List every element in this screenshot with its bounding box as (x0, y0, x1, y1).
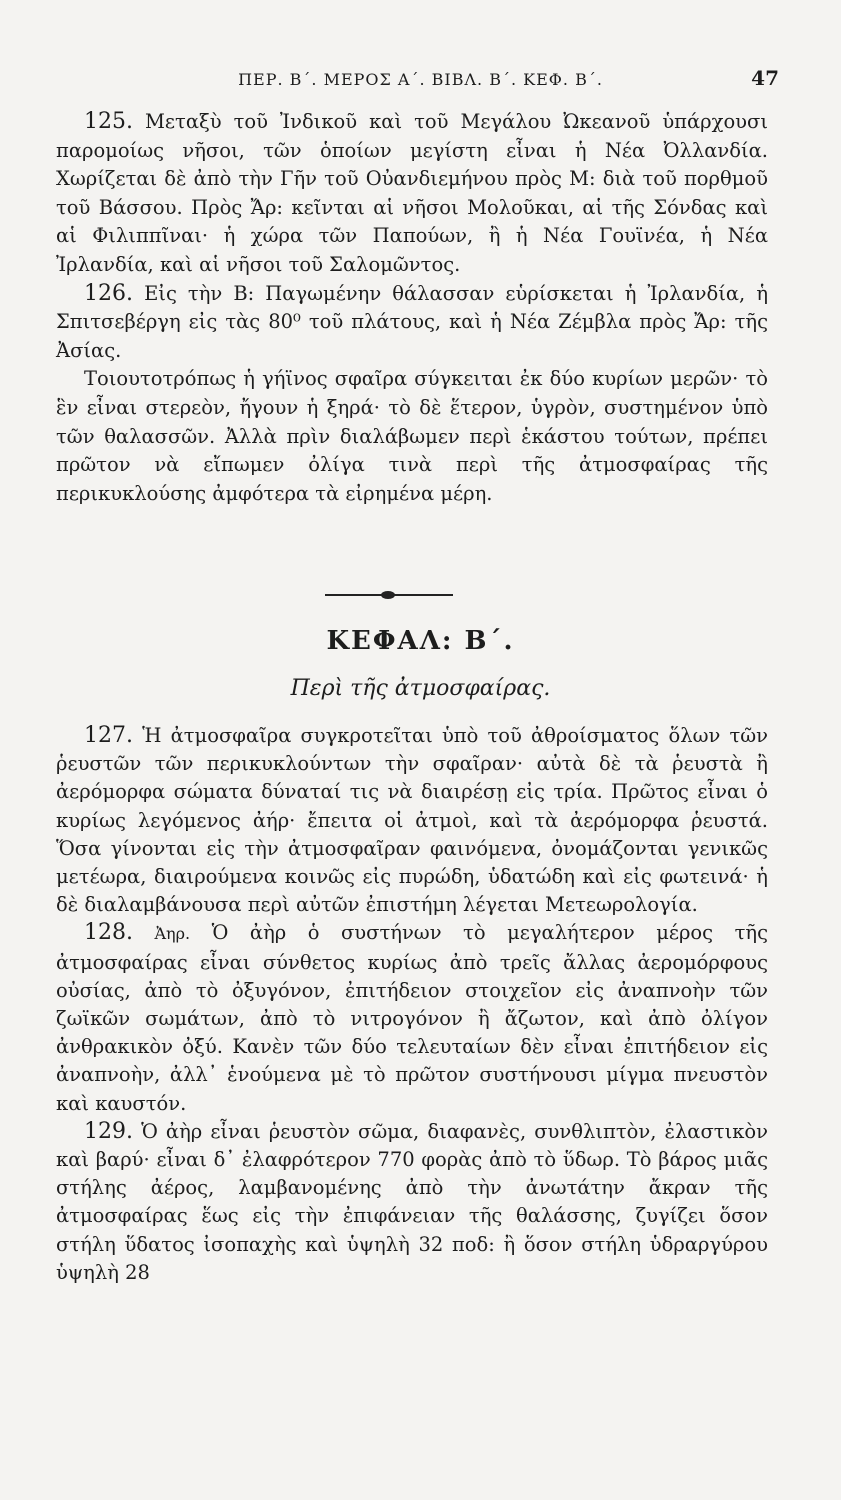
paragraph-127 (56, 722, 768, 919)
paragraph-text: Μεταξὺ τοῦ Ἰνδικοῦ καὶ τοῦ Μεγάλου Ὠκεανοῦ ὑπάρχουσι παρομοίως νῆσοι, τῶν ὁποίων μεγίστη εἶναι ἡ Νέα Ὀλλανδία. Χωρίζεται δὲ ἀπὸ τὴν Γῆν τοῦ Οὐανδιεμήνου πρὸς Μ: διὰ τοῦ πορθμοῦ τοῦ Βάσσου. Πρὸς Ἄρ: κεῖνται αἱ νῆσοι Μολοῦκαι, αἱ τῆς Σόνδας καὶ αἱ Φιλιππῖναι· ἡ χώρα τῶν Παπούων, ἢ ἡ Νέα Γουϊνέα, ἡ Νέα Ἰρλανδία, καὶ αἱ νῆσοι τοῦ Σαλομῶντος. (56, 110, 768, 276)
paragraph-text: Ὁ ἀὴρ εἶναι ῥευστὸν σῶμα, διαφανὲς, συνθλιπτὸν, ἐλαστικὸν καὶ βαρύ· εἶναι δ᾽ ἐλαφρότερον 770 φορὰς ἀπὸ τὸ ὕδωρ. Τὸ βάρος μιᾶς στήλης ἀέρος, λαμβανομένης ἀπὸ τὴν ἀνωτάτην ἄκραν τῆς ἀτμοσφαίρας ἕως εἰς τὴν ἐπιφάνειαν τῆς θαλάσσης, ζυγίζει ὅσον στήλη ὕδατος ἰσοπαχὴς καὶ ὑψηλὴ 32 ποδ: ἢ ὅσον στήλη ὑδραργύρου ὑψηλὴ 28 (56, 1119, 768, 1284)
paragraph-129 (56, 1118, 768, 1287)
paragraph-125 (56, 108, 768, 280)
chapter-title: ΚΕΦΑΛ: Β΄. (326, 626, 515, 656)
chapter-subtitle: Περὶ τῆς ἀτμοσφαίρας. (290, 676, 551, 701)
paragraph-summary: Τοιουτοτρόπως ἡ γήϊνος σφαῖρα σύγκειται ἐκ δύο κυρίων μερῶν· τὸ ἓν εἶναι στερεὸν, ἤγουν ἡ ξηρά· τὸ δὲ ἕτερον, ὑγρὸν, συστημένον ὑπὸ τῶν θαλασσῶν. Ἀλλὰ πρὶν διαλάβωμεν περὶ ἑκάστου τούτων, πρέπει πρῶτον νὰ εἴπωμεν ὀλίγα τινὰ περὶ τῆς ἀτμοσφαίρας τῆς περικυκλούσης ἀμφότερα τὰ εἰρημένα μέρη. (56, 367, 768, 505)
paragraph-heading: Ἀηρ. (154, 924, 191, 944)
running-head: ΠΕΡ. Β΄. ΜΕΡΟΣ Α΄. ΒΙΒΛ. Β΄. ΚΕΦ. Β΄. (238, 70, 603, 89)
text-block-lower (56, 722, 768, 1287)
paragraph-text: Ὁ ἀὴρ ὁ συστήνων τὸ μεγαλήτερον μέρος τῆς ἀτμοσφαίρας εἶναι σύνθετος κυρίως ἀπὸ τρεῖς ἄλλας ἀερομόρφους οὐσίας, ἀπὸ τὸ ὀξυγόνον, ἐπιτήδειον στοιχεῖον εἰς ἀναπνοὴν τῶν ζωϊκῶν σωμάτων, ἀπὸ τὸ νιτρογόνον ἢ ἄζωτον, καὶ ἀπὸ ὀλίγον ἀνθρακικὸν ὀξύ. Κανὲν τῶν δύο τελευταίων δὲν εἶναι ἐπιτήδειον εἰς ἀναπνοὴν, ἀλλ᾽ ἑνούμενα μὲ τὸ πρῶτον συστήνουσι μίγμα πνευστὸν καὶ καυστόν. (56, 921, 768, 1115)
paragraph-text: Ἡ ἀτμοσφαῖρα συγκροτεῖται ὑπὸ τοῦ ἀθροίσματος ὅλων τῶν ῥευστῶν τῶν περικυκλούντων τὴν σφαῖραν· αὐτὰ δὲ τὰ ῥευστὰ ἢ ἀερόμορφα σώματα δύναταί τις νὰ διαιρέσῃ εἰς τρία. Πρῶτος εἶναι ὁ κυρίως λεγόμενος ἀήρ· ἔπειτα οἱ ἀτμοὶ, καὶ τὰ ἀερόμορφα ῥευστά. Ὅσα γίνονται εἰς τὴν ἀτμοσφαῖραν φαινόμενα, ὀνομάζονται γενικῶς μετέωρα, διαιρούμενα κοινῶς εἰς πυρώδη, ὑδατώδη καὶ εἰς φωτεινά· ἡ δὲ διαλαμβάνουσα περὶ αὐτῶν ἐπιστήμη λέγεται Μετεωρολογία. (56, 724, 768, 917)
paragraph-number: 129. (84, 1118, 133, 1144)
paragraph-number: 128. (84, 920, 133, 946)
paragraph-number: 126. (84, 280, 133, 306)
paragraph-number: 125. (84, 109, 133, 134)
ornamental-rule (325, 594, 453, 596)
paragraph-126 (56, 280, 768, 366)
paragraph-text: Εἰς τὴν Β: Παγωμένην θάλασσαν εὑρίσκεται ἡ Ἰρλανδία, ἡ Σπιτσεβέργη εἰς τὰς 80⁰ τοῦ πλάτους, καὶ ἡ Νέα Ζέμβλα πρὸς Ἄρ: τῆς Ἀσίας. (56, 281, 769, 362)
text-block-upper (56, 108, 768, 508)
paragraph-128 (56, 919, 768, 1117)
paragraph-number: 127. (84, 723, 133, 748)
page-number: 47 (751, 66, 779, 90)
